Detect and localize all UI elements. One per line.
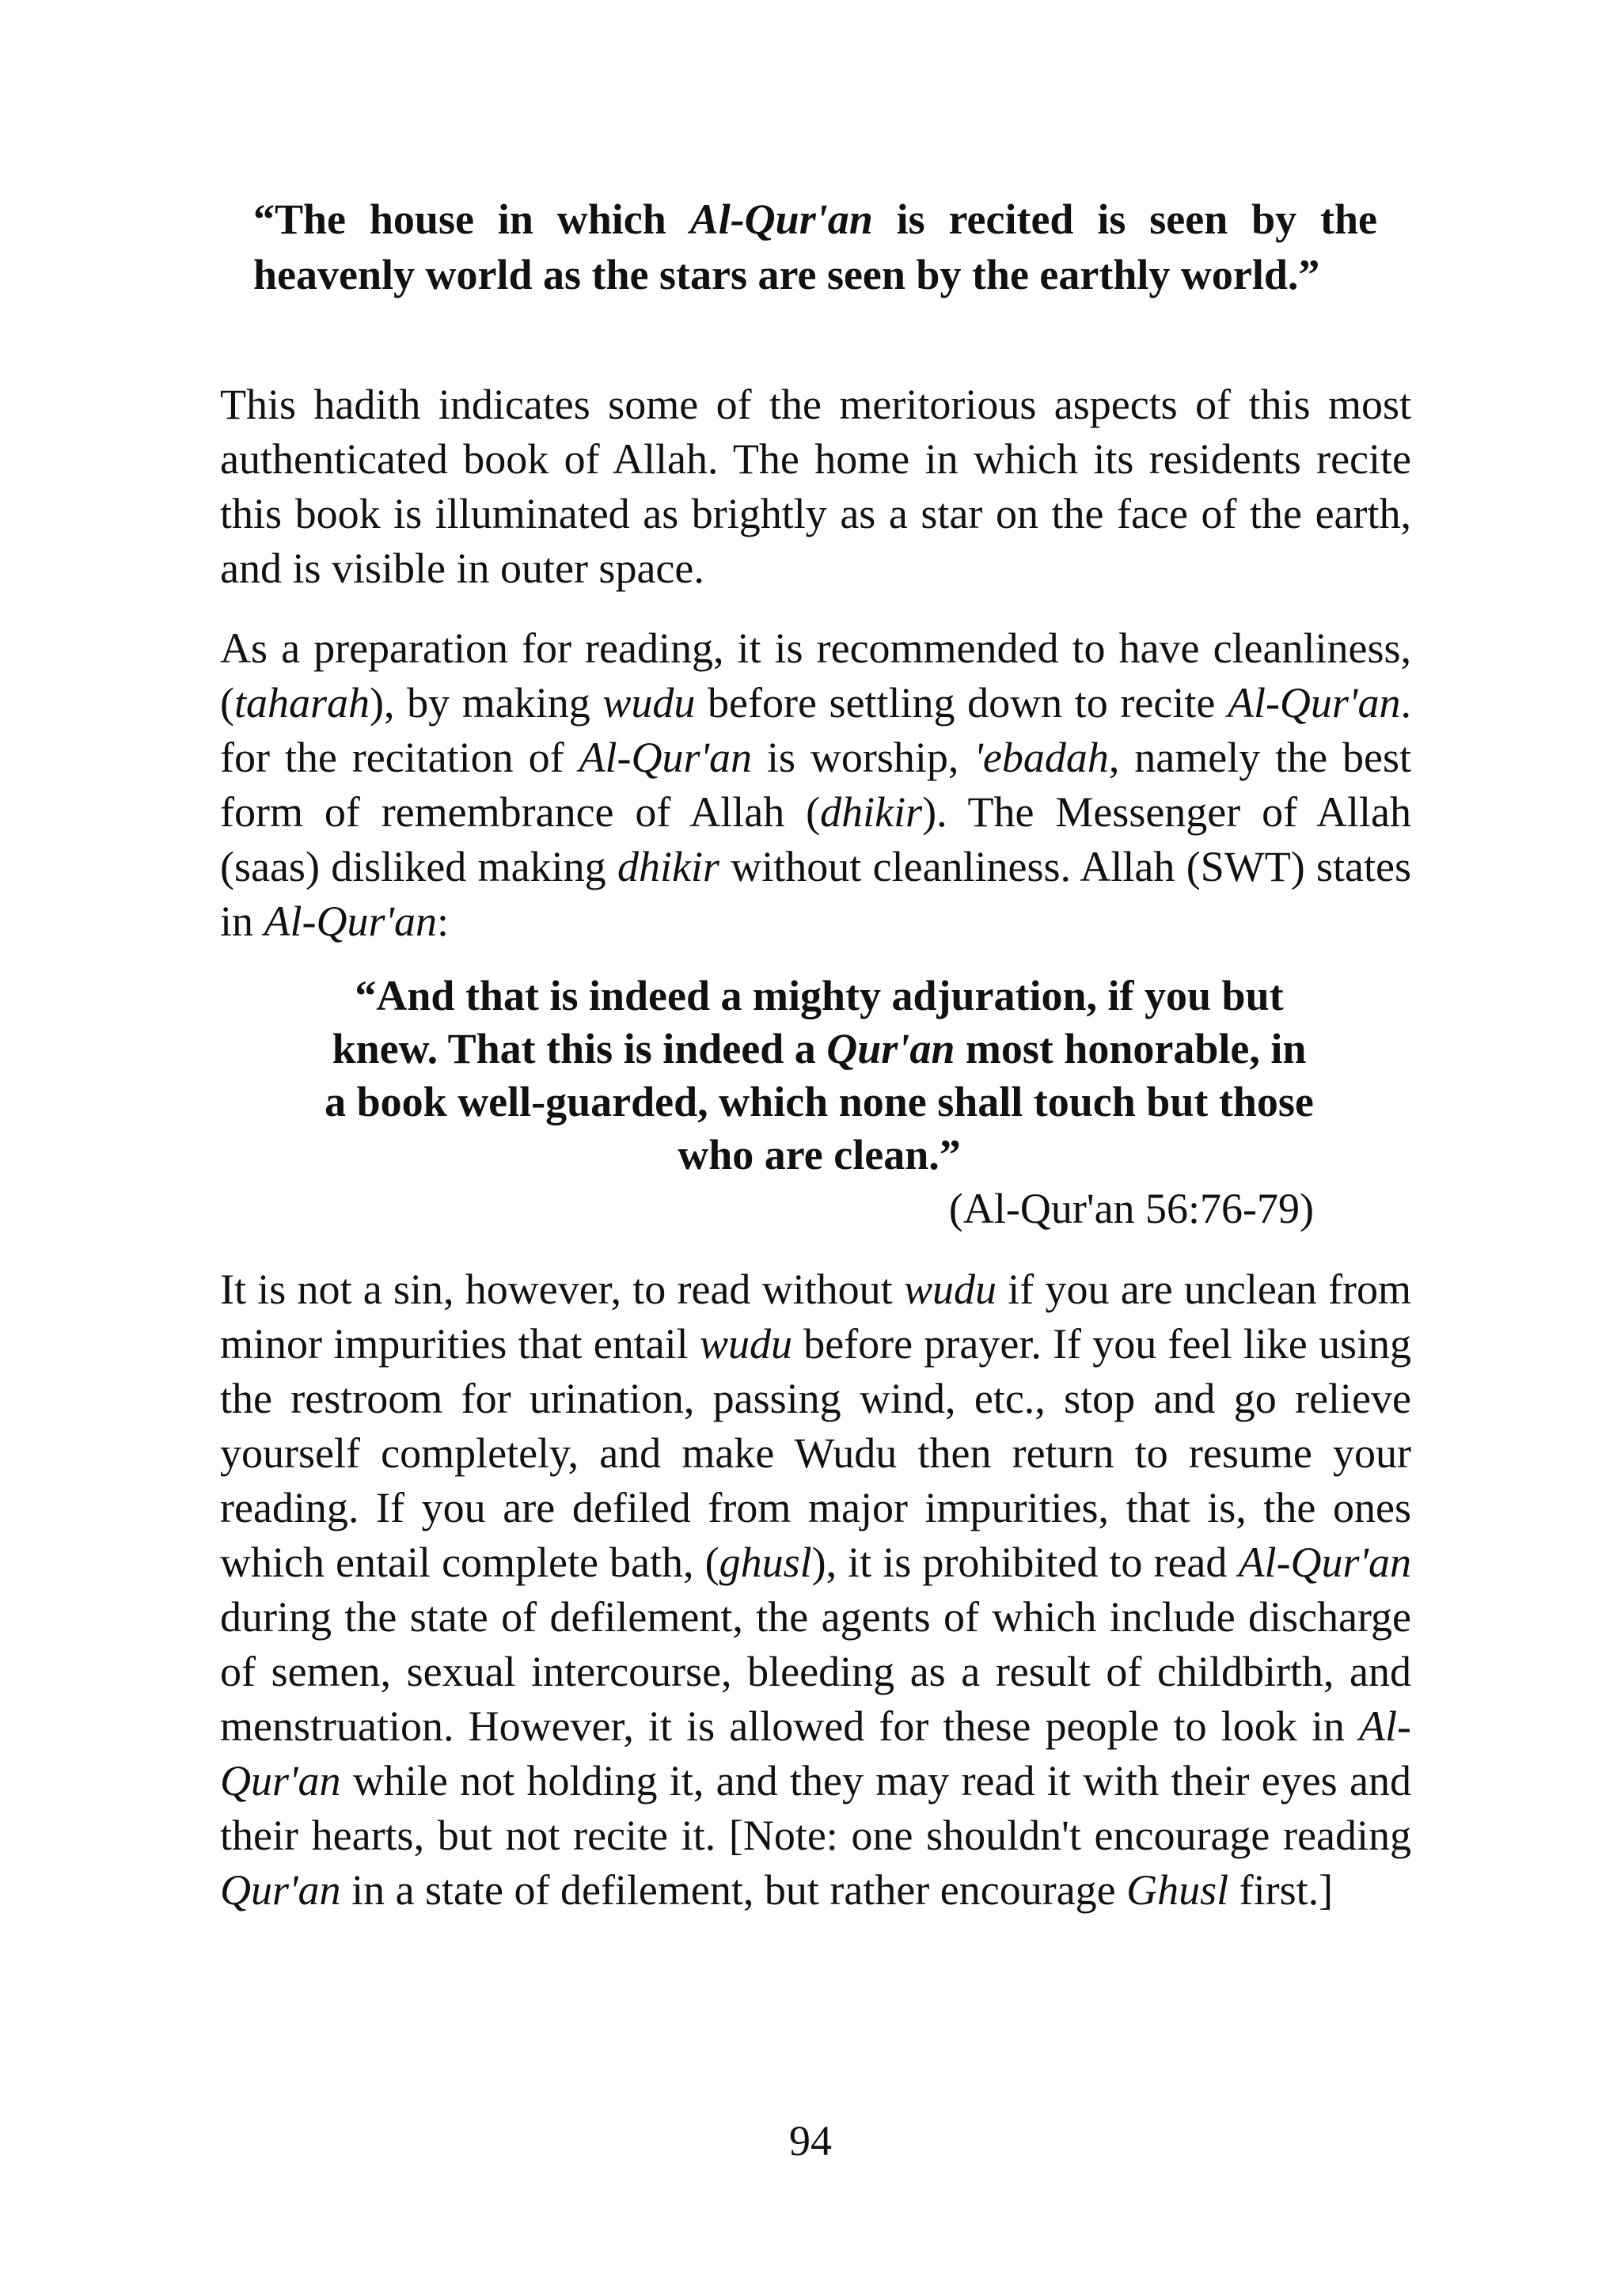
italic-term: Qur'an [220, 1866, 341, 1914]
paragraph-preparation [220, 621, 1411, 949]
text-run: This hadith indicates some of the meritorious aspects of this most authenticated book of Allah. The home in which its residents recite this book is illuminated as brightly as a star on the face of the earth, and is visible in outer space. [220, 381, 1411, 592]
text-run: most honorable, in a book well-guarded, which none shall touch but those who are clean.” [325, 1025, 1314, 1178]
text-run: first.] [1228, 1866, 1334, 1914]
italic-term: Ghusl [1126, 1866, 1229, 1914]
text-run: without cleanliness. Allah (SWT) states in [220, 843, 1411, 945]
text-run: As a preparation for reading, it is recommended to have cleanliness, ( [220, 624, 1411, 727]
italic-term: Al-Qur'an [1238, 1539, 1412, 1586]
text-run: before prayer. If you feel like using the restroom for urination, passing wind, etc., stop and go relieve yourself completely, and make Wudu then return to resume your reading. If you are defiled from major impurities, that is, the ones which entail complete bath, ( [220, 1320, 1411, 1586]
italic-term: taharah [233, 679, 370, 727]
paragraph-impurities [220, 1262, 1411, 1918]
text-run: ). The Messenger of Allah (saas) disliked making [220, 788, 1411, 890]
text-run: is worship, [752, 734, 974, 781]
italic-term: dhikir [820, 788, 923, 836]
italic-term: 'ebadah [974, 734, 1109, 781]
page-number: 94 [789, 2117, 832, 2165]
text-run: . for the recitation of [220, 679, 1411, 781]
text-run: is recited is seen by the heavenly world as the stars are seen by the earthly world.” [253, 195, 1377, 298]
text-run: in a state of defilement, but rather encourage [340, 1866, 1127, 1914]
text-run: before settling down to recite [695, 679, 1228, 727]
quran-citation: (Al-Qur'an 56:76-79) [948, 1185, 1314, 1232]
text-run: ), it is prohibited to read [811, 1539, 1239, 1586]
italic-term: Qur'an [826, 1025, 955, 1072]
italic-term: dhikir [617, 843, 719, 890]
italic-term: wudu [699, 1320, 792, 1368]
text-run: “The house in which [253, 195, 690, 243]
italic-term: ghusl [719, 1539, 812, 1586]
italic-term: Al-Qur'an [689, 195, 873, 243]
text-run: , namely the best form of remembrance of Allah ( [220, 734, 1411, 836]
italic-term: Al-Qur'an [220, 1702, 1411, 1805]
text-run: “And that is indeed a mighty adjuration, if you but knew. That this is indeed a [332, 972, 1284, 1072]
italic-term: Al-Qur'an [264, 898, 438, 945]
text-run: It is not a sin, however, to read without [220, 1266, 904, 1313]
text-run: : [437, 898, 450, 945]
italic-term: Al-Qur'an [579, 734, 753, 781]
italic-term: wudu [602, 679, 696, 727]
text-run: during the state of defilement, the agents of which include discharge of semen, sexual intercourse, bleeding as a result of childbirth, and menstruation. However, it is allowed for these people to look in [220, 1593, 1411, 1750]
italic-term: Al-Qur'an [1227, 679, 1401, 727]
text-run: if you are unclean from minor impurities that entail [220, 1266, 1412, 1368]
quran-quote [325, 970, 1314, 1182]
paragraph-hadith-explanation [220, 378, 1411, 596]
text-run: while not holding it, and they may read it with their eyes and their hearts, but not recite it. [Note: one shouldn't encourage reading [220, 1757, 1411, 1859]
hadith-quote [253, 192, 1377, 302]
text-run: ), by making [370, 679, 603, 727]
italic-term: wudu [903, 1266, 997, 1313]
